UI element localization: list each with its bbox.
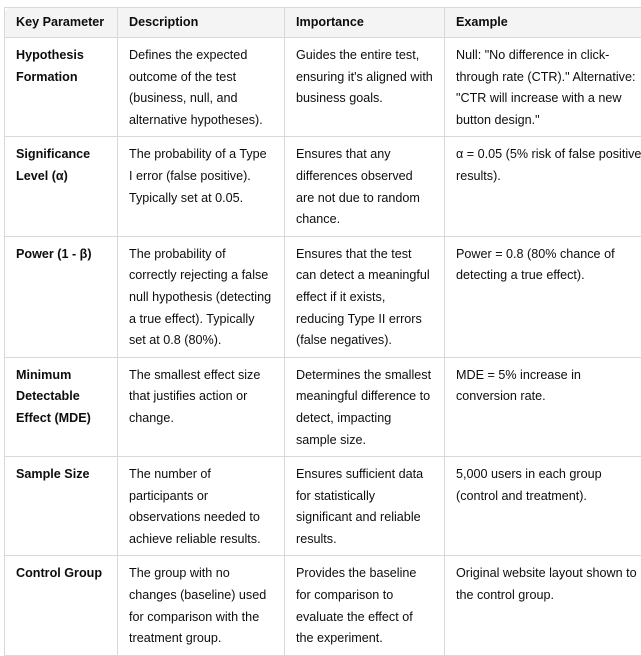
table-header-row (5, 8, 641, 38)
row-example: Power = 0.8 (80% chance of detecting a true effect). (445, 236, 641, 357)
row-description: The probability of a Type I error (false positive). Typically set at 0.05. (118, 137, 285, 236)
row-parameter: Minimum Detectable Effect (MDE) (5, 357, 118, 456)
row-parameter: Power (1 - β) (5, 236, 118, 357)
row-description: The number of participants or observations needed to achieve reliable results. (118, 457, 285, 556)
row-example: 5,000 users in each group (control and treatment). (445, 457, 641, 556)
row-example: Null: "No difference in click-through rate (CTR)." Alternative: "CTR will increase with a new button design." (445, 38, 641, 137)
table-row (5, 457, 641, 556)
header-example: Example (445, 8, 641, 38)
row-parameter: Hypothesis Formation (5, 38, 118, 137)
row-description: Defines the expected outcome of the test (business, null, and alternative hypotheses). (118, 38, 285, 137)
parameter-table (4, 7, 641, 656)
row-description: The probability of correctly rejecting a false null hypothesis (detecting a true effect). Typically set at 0.8 (80%). (118, 236, 285, 357)
table-row (5, 556, 641, 655)
row-parameter: Significance Level (α) (5, 137, 118, 236)
table-row (5, 357, 641, 456)
row-parameter: Control Group (5, 556, 118, 655)
row-importance: Provides the baseline for comparison to evaluate the effect of the experiment. (285, 556, 445, 655)
table-row (5, 38, 641, 137)
row-parameter: Sample Size (5, 457, 118, 556)
row-importance: Ensures that any differences observed are not due to random chance. (285, 137, 445, 236)
row-importance: Ensures that the test can detect a meaningful effect if it exists, reducing Type II errors (false negatives). (285, 236, 445, 357)
row-description: The smallest effect size that justifies action or change. (118, 357, 285, 456)
row-example: MDE = 5% increase in conversion rate. (445, 357, 641, 456)
header-description: Description (118, 8, 285, 38)
table-row (5, 137, 641, 236)
header-importance: Importance (285, 8, 445, 38)
header-key-parameter: Key Parameter (5, 8, 118, 38)
parameter-table-container (4, 7, 641, 656)
row-example: Original website layout shown to the control group. (445, 556, 641, 655)
table-row (5, 236, 641, 357)
row-importance: Ensures sufficient data for statistically significant and reliable results. (285, 457, 445, 556)
row-importance: Determines the smallest meaningful difference to detect, impacting sample size. (285, 357, 445, 456)
row-example: α = 0.05 (5% risk of false positive results). (445, 137, 641, 236)
row-importance: Guides the entire test, ensuring it's aligned with business goals. (285, 38, 445, 137)
row-description: The group with no changes (baseline) used for comparison with the treatment group. (118, 556, 285, 655)
